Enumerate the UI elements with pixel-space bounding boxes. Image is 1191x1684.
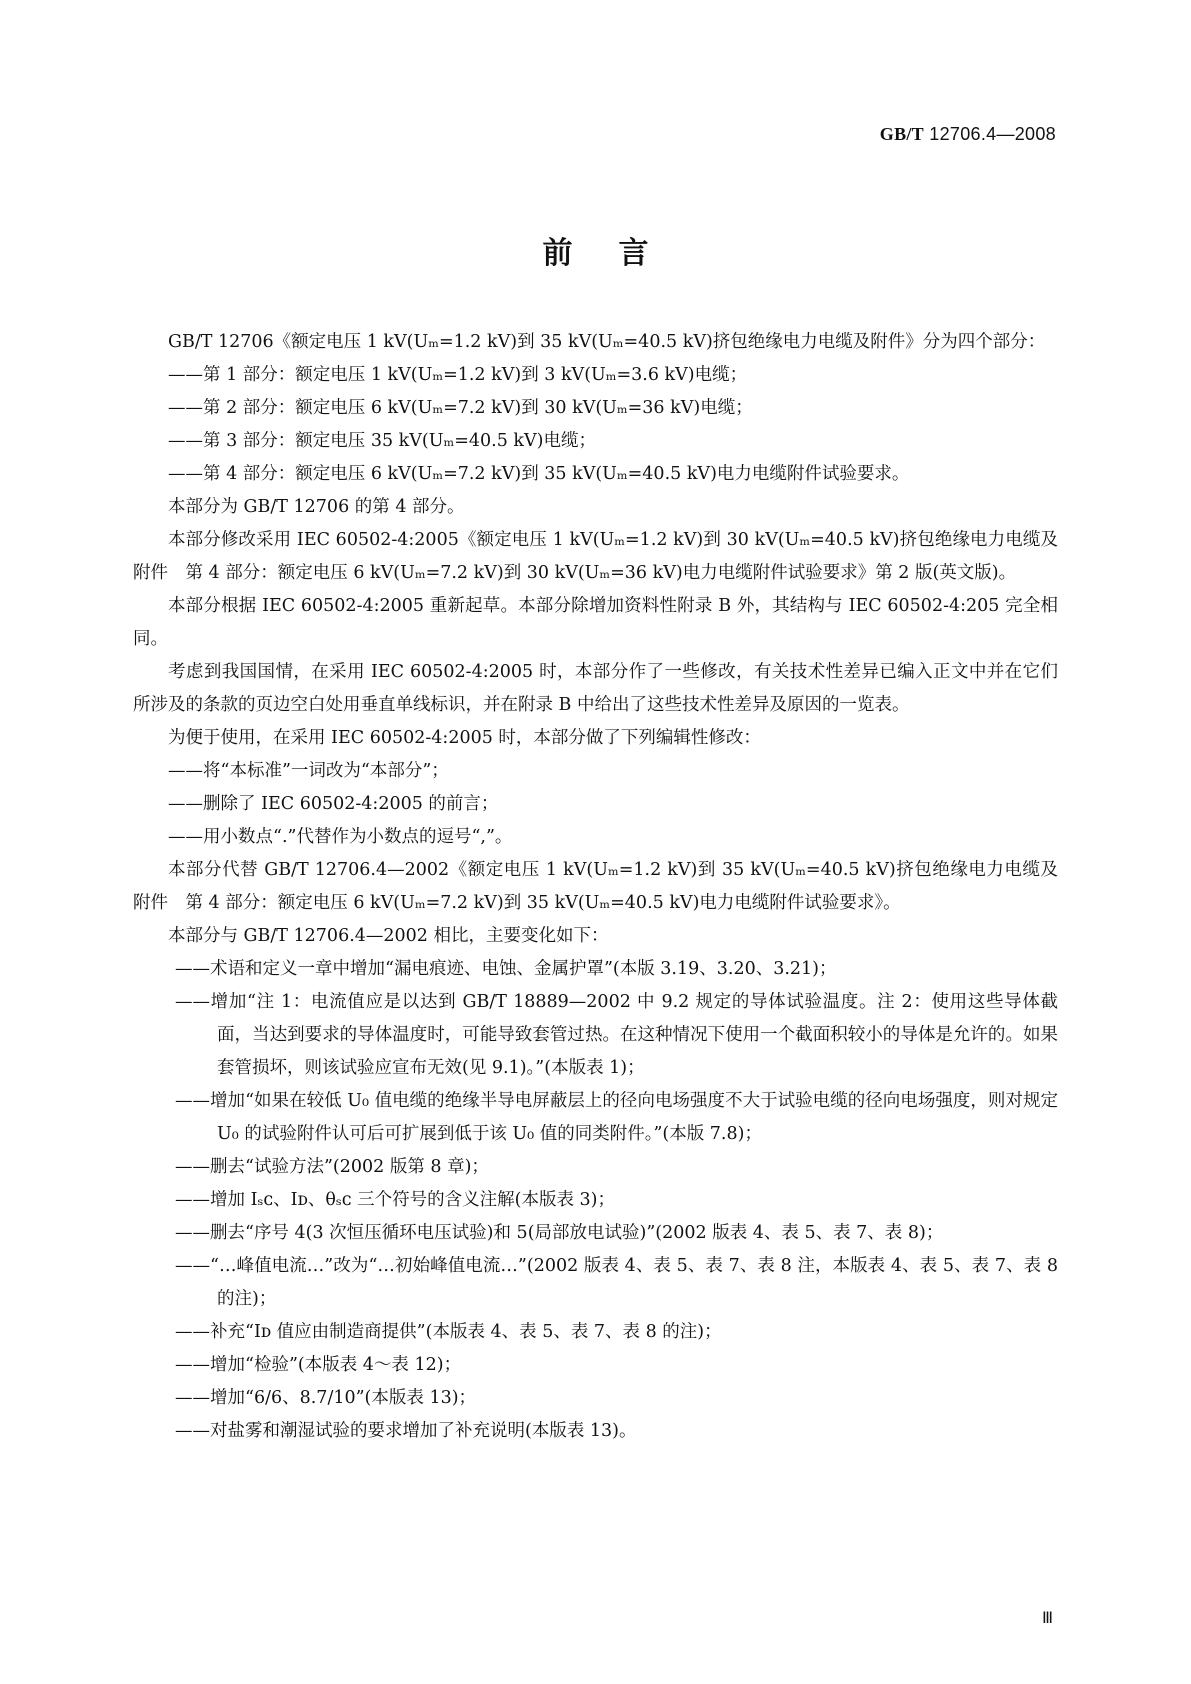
list-item: ——增加 Iₛᴄ、Iᴅ、θₛᴄ 三个符号的含义注解(本版表 3)； [175, 1190, 615, 1210]
list-item: ——删去“序号 4(3 次恒压循环电压试验)和 5(局部放电试验)”(2002 版表 4、表 5、表 7、表 8)； [175, 1223, 944, 1243]
list-item: ——增加“6/6、8.7/10”(本版表 13)； [175, 1388, 477, 1408]
list-item: ——对盐雾和潮湿试验的要求增加了补充说明(本版表 13)。 [175, 1421, 637, 1441]
list-item: ——第 1 部分：额定电压 1 kV(Uₘ=1.2 kV)到 3 kV(Uₘ=3.6 kV)电缆； [168, 365, 748, 385]
list-item: ——增加“注 1：电流值应是以达到 GB/T 18889—2002 中 9.2 规定的导体试验温度。注 2：使用这些导体截面，当达到要求的导体温度时，可能导致套管过热。在这种情况下使用一个截面积较小的导体是允许的。如果套管损坏，则该试验应宣布无效(见 9.1)。”(本版表 1)； [175, 992, 1058, 1078]
page-title: 前言 [542, 236, 695, 271]
paragraph: 本部分修改采用 IEC 60502-4:2005《额定电压 1 kV(Uₘ=1.2 kV)到 30 kV(Uₘ=40.5 kV)挤包绝缘电力电缆及附件 第 4 部分：额定电压 6 kV(Uₘ=7.2 kV)到 30 kV(Uₘ=36 kV)电力电缆附件试验要求》第 2 版(英文版)。 [133, 530, 1058, 583]
list-item: ——第 4 部分：额定电压 6 kV(Uₘ=7.2 kV)到 35 kV(Uₘ=40.5 kV)电力电缆附件试验要求。 [168, 464, 910, 484]
list-item: ——补充“Iᴅ 值应由制造商提供”(本版表 4、表 5、表 7、表 8 的注)； [175, 1322, 722, 1342]
list-item: ——第 2 部分：额定电压 6 kV(Uₘ=7.2 kV)到 30 kV(Uₘ=36 kV)电缆； [168, 398, 753, 418]
list-item: ——删除了 IEC 60502-4:2005 的前言； [168, 794, 499, 814]
list-item: ——增加“检验”(本版表 4～表 12)； [175, 1355, 462, 1375]
paragraph: GB/T 12706《额定电压 1 kV(Uₘ=1.2 kV)到 35 kV(Uₘ=40.5 kV)挤包绝缘电力电缆及附件》分为四个部分： [168, 332, 1046, 352]
list-item: ——增加“如果在较低 U₀ 值电缆的绝缘半导电屏蔽层上的径向电场强度不大于试验电缆的径向电场强度，则对规定 U₀ 的试验附件认可后可扩展到低于该 U₀ 值的同类附件。”(本版 7.8)； [175, 1091, 1058, 1144]
list-item: ——“…峰值电流…”改为“…初始峰值电流…”(2002 版表 4、表 5、表 7、表 8 注，本版表 4、表 5、表 7、表 8 的注)； [175, 1256, 1058, 1309]
list-item: ——第 3 部分：额定电压 35 kV(Uₘ=40.5 kV)电缆； [168, 431, 596, 451]
paragraph: 考虑到我国国情，在采用 IEC 60502-4:2005 时，本部分作了一些修改，有关技术性差异已编入正文中并在它们所涉及的条款的页边空白处用垂直单线标识，并在附录 B 中给出了这些技术性差异及原因的一览表。 [133, 662, 1058, 715]
list-item: ——术语和定义一章中增加“漏电痕迹、电蚀、金属护罩”(本版 3.19、3.20、3.21)； [175, 959, 837, 979]
foreword-body [133, 326, 1058, 1448]
paragraph: 为便于使用，在采用 IEC 60502-4:2005 时，本部分做了下列编辑性修改： [168, 728, 761, 748]
standard-code: GB/T 12706.4—2008 [879, 124, 1056, 144]
paragraph: 本部分根据 IEC 60502-4:2005 重新起草。本部分除增加资料性附录 B 外，其结构与 IEC 60502-4:205 完全相同。 [133, 596, 1058, 649]
paragraph: 本部分为 GB/T 12706 的第 4 部分。 [168, 497, 465, 517]
list-item: ——用小数点“.”代替作为小数点的逗号“,”。 [168, 827, 513, 847]
paragraph: 本部分代替 GB/T 12706.4—2002《额定电压 1 kV(Uₘ=1.2 kV)到 35 kV(Uₘ=40.5 kV)挤包绝缘电力电缆及附件 第 4 部分：额定电压 6 kV(Uₘ=7.2 kV)到 35 kV(Uₘ=40.5 kV)电力电缆附件试验要求》。 [133, 860, 1058, 913]
list-item: ——将“本标准”一词改为“本部分”； [168, 761, 449, 781]
paragraph: 本部分与 GB/T 12706.4—2002 相比，主要变化如下： [168, 926, 609, 946]
list-item: ——删去“试验方法”(2002 版第 8 章)； [175, 1157, 489, 1177]
page-number: Ⅲ [1041, 1610, 1053, 1627]
